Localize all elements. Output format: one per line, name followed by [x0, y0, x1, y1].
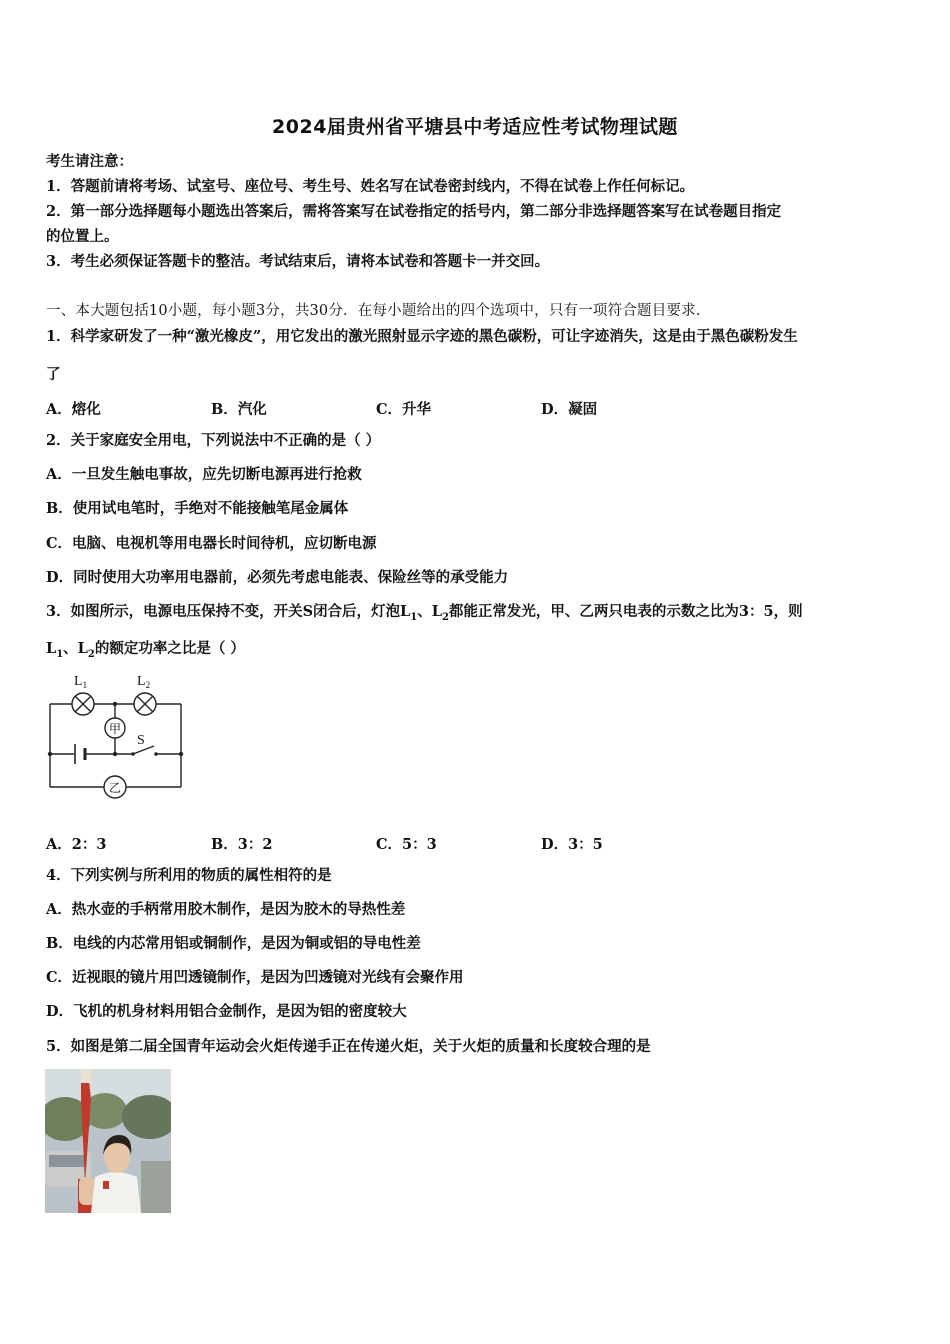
notice-heading: 考生请注意：: [46, 153, 133, 170]
q1-option-b: B．汽化: [211, 401, 267, 418]
lamp-l2-label: $L_2$: [137, 674, 151, 690]
q4-option-c: C．近视眼的镜片用凹透镜制作，是因为凹透镜对光线有会聚作用: [46, 969, 464, 986]
switch-label: S: [137, 733, 145, 748]
q2-option-a: A．一旦发生触电事故，应先切断电源再进行抢救: [46, 466, 362, 483]
q5-stem: 5．如图是第二届全国青年运动会火炬传递手正在传递火炬，关于火炬的质量和长度较合理的是: [46, 1038, 651, 1055]
q3-line2-sub1: 1: [56, 648, 64, 660]
torch-bearer-photo: [45, 1069, 171, 1213]
q4-stem: 4．下列实例与所利用的物质的属性相符的是: [46, 867, 332, 884]
q4-option-d: D．飞机的机身材料用铝合金制作，是因为铝的密度较大: [46, 1003, 407, 1020]
q1-option-c: C．升华: [376, 401, 432, 418]
q2-stem: 2．关于家庭安全用电，下列说法中不正确的是（ ）: [46, 432, 381, 449]
q3-option-d: D．3：5: [541, 836, 603, 853]
q3-line1-b: 都能正常发光，甲、乙两只电表的示数之比为3：5，则: [448, 603, 803, 620]
q3-option-b: B．3：2: [211, 836, 273, 853]
q3-sub2: 2: [441, 611, 449, 623]
q3-line1-a: 3．如图所示，电源电压保持不变，开关S闭合后，灯泡L: [46, 603, 411, 620]
q1-option-a: A．熔化: [46, 401, 101, 418]
notice-item-2: 2．第一部分选择题每小题选出答案后，需将答案写在试卷指定的括号内，第二部分非选择题答案写在试卷题目指定: [46, 203, 782, 220]
q1-option-d: D．凝固: [541, 401, 598, 418]
notice-item-2-cont: 的位置上。: [46, 228, 119, 245]
circuit-diagram: [44, 668, 189, 803]
q3-line2-a: L: [46, 640, 57, 657]
q3-stem-line2: [46, 640, 245, 664]
notice-item-1: 1．答题前请将考场、试室号、座位号、考生号、姓名写在试卷密封线内，不得在试卷上作任何标记。: [46, 178, 695, 195]
q3-sep: 、L: [417, 603, 442, 620]
q3-line2-sub2: 2: [87, 648, 95, 660]
lamp-l1-symbol: [72, 693, 94, 715]
q2-option-b: B．使用试电笔时，手绝对不能接触笔尾金属体: [46, 500, 349, 517]
lamp-l2-symbol: [134, 693, 156, 715]
q3-line2-sep: 、L: [63, 640, 88, 657]
q4-option-a: A．热水壶的手柄常用胶木制作，是因为胶木的导热性差: [46, 901, 406, 918]
q2-option-d: D．同时使用大功率用电器前，必须先考虑电能表、保险丝等的承受能力: [46, 569, 509, 586]
q3-sub1: 1: [410, 611, 418, 623]
exam-title: 2024届贵州省平塘县中考适应性考试物理试题: [272, 116, 678, 138]
q3-option-a: A．2：3: [46, 836, 107, 853]
meter-b-label: 乙: [108, 781, 122, 795]
q1-stem-line2: 了: [46, 366, 61, 383]
q3-option-c: C．5：3: [376, 836, 437, 853]
q3-line2-b: 的额定功率之比是（ ）: [94, 640, 245, 657]
q2-option-c: C．电脑、电视机等用电器长时间待机，应切断电源: [46, 535, 377, 552]
q3-stem-line1: [46, 603, 803, 627]
lamp-l1-label: $L_1$: [74, 674, 88, 690]
notice-item-3: 3．考生必须保证答题卡的整洁。考试结束后，请将本试卷和答题卡一并交回。: [46, 253, 550, 270]
meter-a-label: 甲: [108, 722, 122, 736]
battery-symbol: [75, 744, 85, 764]
q1-stem-line1: 1．科学家研发了一种“激光橡皮”，用它发出的激光照射显示字迹的黑色碳粉，可让字迹消失，这是由于黑色碳粉发生: [46, 328, 798, 345]
q4-option-b: B．电线的内芯常用铝或铜制作，是因为铜或铝的导电性差: [46, 935, 421, 952]
section-heading: 一、本大题包括10小题，每小题3分，共30分．在每小题给出的四个选项中，只有一项符合题目要求．: [46, 303, 711, 319]
